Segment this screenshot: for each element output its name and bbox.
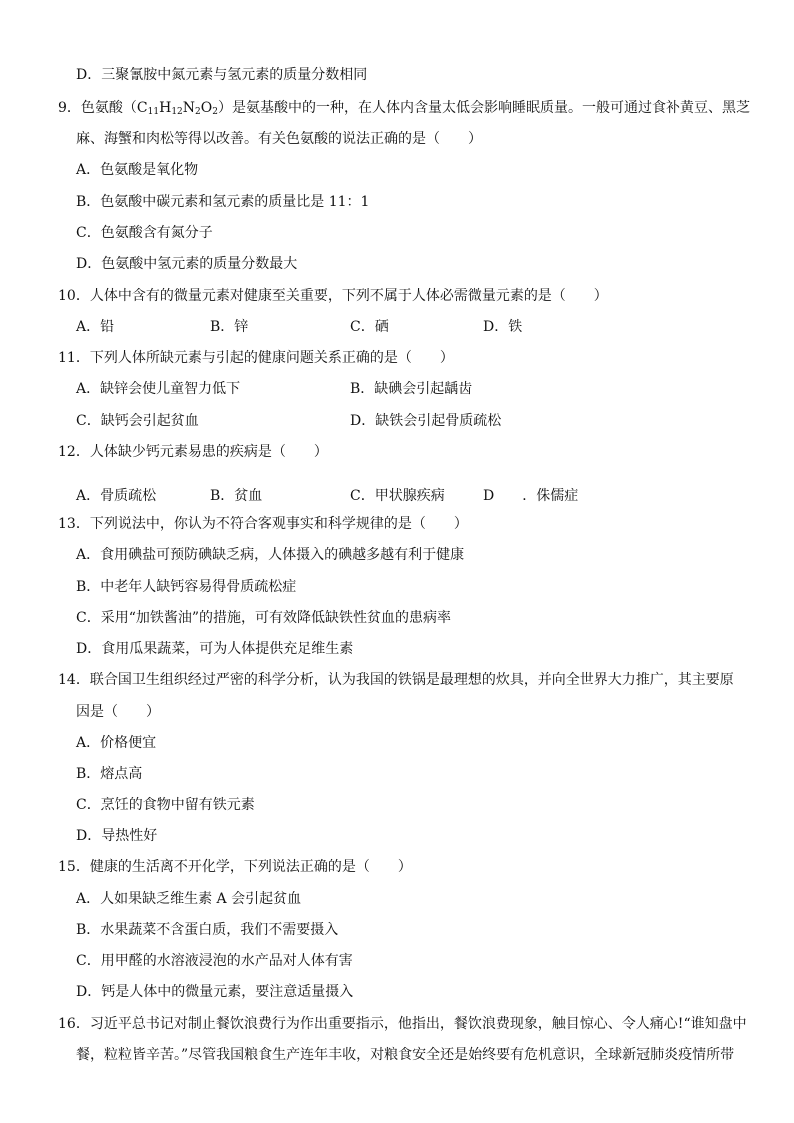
q9-stem-line1 (58, 99, 750, 117)
q12-option-b: B．贫血 (210, 488, 263, 504)
q13-option-b: B．中老年人缺钙容易得骨质疏松症 (76, 579, 297, 595)
q9-option-d: D．色氨酸中氢元素的质量分数最大 (76, 256, 298, 272)
q12-stem: 12．人体缺少钙元素易患的疾病是（ ） (58, 444, 328, 460)
q15-option-a: A．人如果缺乏维生素 A 会引起贫血 (76, 891, 302, 907)
q11-option-a: A．缺锌会使儿童智力低下 (76, 381, 241, 397)
q8-option-d: D．三聚氰胺中氮元素与氢元素的质量分数相同 (76, 67, 368, 83)
q11-option-c: C．缺钙会引起贫血 (76, 413, 199, 429)
q16-stem-line1: 16．习近平总书记对制止餐饮浪费行为作出重要指示，他指出，餐饮浪费现象，触目惊心、令人痛心!“谁知盘中 (58, 1016, 747, 1032)
q16-stem-line2: 餐，粒粒皆辛苦。”尽管我国粮食生产连年丰收，对粮食安全还是始终要有危机意识，全球新冠肺炎疫情所带 (76, 1047, 735, 1063)
q10-option-a: A．铅 (76, 319, 115, 335)
q11-option-b: B．缺碘会引起龋齿 (350, 381, 473, 397)
q10-option-d: D．铁 (483, 319, 523, 335)
q9-stem-prefix: 9．色氨酸（ (58, 100, 137, 116)
q15-option-d: D．钙是人体中的微量元素，要注意适量摄入 (76, 984, 354, 1000)
q10-option-c: C．硒 (350, 319, 389, 335)
q9-formula: $C_{11}H_{12}N_2O_2$ (136, 100, 218, 117)
q11-option-d: D．缺铁会引起骨质疏松 (350, 413, 502, 429)
q15-option-c: C．用甲醛的水溶液浸泡的水产品对人体有害 (76, 953, 353, 969)
q12-option-d: D ．侏儒症 (483, 488, 579, 504)
q13-option-a: A．食用碘盐可预防碘缺乏病，人体摄入的碘越多越有利于健康 (76, 547, 465, 563)
q9-option-c: C．色氨酸含有氮分子 (76, 225, 213, 241)
q9-stem-suffix: ）是氨基酸中的一种，在人体内含量太低会影响睡眠质量。一般可通过食补黄豆、黑芝 (217, 100, 750, 116)
q12-option-c: C．甲状腺疾病 (350, 488, 445, 504)
q14-stem-line2: 因是（ ） (76, 704, 160, 720)
q15-stem: 15．健康的生活离不开化学，下列说法正确的是（ ） (58, 859, 412, 875)
q15-option-b: B．水果蔬菜不含蛋白质，我们不需要摄入 (76, 922, 339, 938)
q14-option-b: B．熔点高 (76, 766, 143, 782)
q13-option-d: D．食用瓜果蔬菜，可为人体提供充足维生素 (76, 641, 354, 657)
q13-stem: 13．下列说法中，你认为不符合客观事实和科学规律的是（ ） (58, 516, 468, 532)
q14-option-a: A．价格便宜 (76, 735, 157, 751)
q9-option-a: A．色氨酸是氧化物 (76, 162, 199, 178)
q11-stem: 11．下列人体所缺元素与引起的健康问题关系正确的是（ ） (58, 350, 454, 366)
q10-stem: 10．人体中含有的微量元素对健康至关重要，下列不属于人体必需微量元素的是（ ） (58, 288, 608, 304)
q9-stem-line2: 麻、海蟹和肉松等得以改善。有关色氨酸的说法正确的是（ ） (76, 131, 482, 147)
q12-option-a: A．骨质疏松 (76, 488, 157, 504)
q9-option-b: B．色氨酸中碳元素和氢元素的质量比是 11：1 (76, 194, 370, 210)
q13-option-c: C．采用“加铁酱油”的措施，可有效降低缺铁性贫血的患病率 (76, 610, 452, 626)
q10-option-b: B．锌 (210, 319, 249, 335)
q14-stem-line1: 14．联合国卫生组织经过严密的科学分析，认为我国的铁锅是最理想的炊具，并向全世界大力推广，其主要原 (58, 672, 734, 688)
q14-option-d: D．导热性好 (76, 828, 158, 844)
q14-option-c: C．烹饪的食物中留有铁元素 (76, 797, 255, 813)
